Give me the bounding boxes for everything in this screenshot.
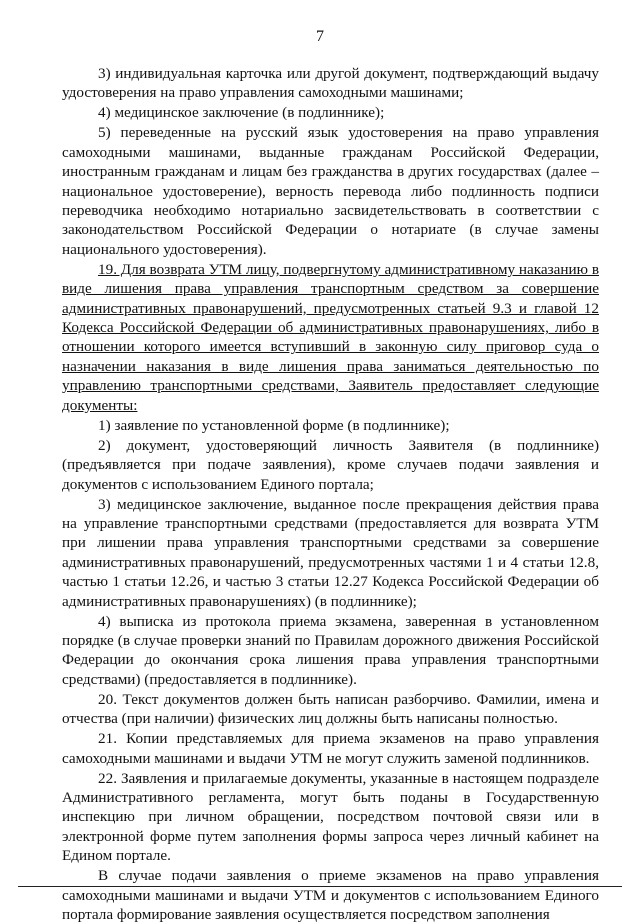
paragraph-19-item-1: 1) заявление по установленной форме (в подлиннике); [98, 416, 450, 434]
paragraph-19-item-3: 3) медицинское заключение, выданное после прекращения действия права на управление транспортными средствами (предоставляется для возврата УТМ при лишении права управления транспортными средствами за совершение административных правонарушений, предусмотренных частями 1 и 4 статьи 12.8, частью 1 статьи 12.26, и частью 3 статьи 12.27 Кодекса Российской Федерации об административных правонарушениях) (в подлиннике); [62, 495, 599, 610]
paragraph-20: 20. Текст документов должен быть написан разборчиво. Фамилии, имена и отчества (при наличии) физических лиц должны быть написаны полностью. [62, 690, 599, 728]
paragraph-19-item-2: 2) документ, удостоверяющий личность Заявителя (в подлиннике) (предъявляется при подаче заявления), кроме случаев подачи заявления и документов с использованием Единого портала; [62, 436, 599, 493]
paragraph-19-item-4: 4) выписка из протокола приема экзамена, заверенная в установленном порядке (в случае проверки знаний по Правилам дорожного движения Российской Федерации до окончания срока лишения права управления транспортными средствами) (предоставляется в подлиннике). [62, 612, 599, 688]
paragraph-22: 22. Заявления и прилагаемые документы, указанные в настоящем подразделе Административного регламента, могут быть поданы в Государственную инспекцию при личном обращении, посредством почтовой связи или в электронной форме путем заполнения формы запроса через личный кабинет на Едином портале. [62, 769, 599, 865]
paragraph-21: 21. Копии представляемых для приема экзаменов на право управления самоходными машинами и выдачи УТМ не могут служить заменой подлинников. [62, 730, 599, 767]
paragraph-22-continuation: В случае подачи заявления о приеме экзаменов на право управления самоходными машинами и выдачи УТМ и документов с использованием Единого портала формирование заявления осуществляется посредством заполнения [62, 867, 599, 923]
page-number: 7 [316, 28, 324, 45]
paragraph-19-heading: 19. Для возврата УТМ лицу, подвергнутому административному наказанию в виде лишения права управления транспортным средством за совершение административных правонарушений, предусмотренных статьей 9.3 и главой 12 Кодекса Российской Федерации об административных правонарушениях, либо в отношении которого имеется вступивший в законную силу приговор суда о назначении наказания в виде лишения права заниматься деятельностью по управлению транспортными средствами, Заявитель предоставляет следующие документы: [62, 260, 599, 414]
paragraph-item-4: 4) медицинское заключение (в подлиннике); [98, 104, 385, 122]
footer-divider [18, 886, 622, 887]
paragraph-item-5: 5) переведенные на русский язык удостоверения на право управления самоходными машинами, выданные гражданам Российской Федерации, иностранным гражданам и лицам без гражданства в других государствах (далее – национальное удостоверение), верность перевода либо подлинность подписи переводчика необходимо нотариально засвидетельствовать в соответствии с законодательством Российской Федерации о нотариате (в случае замены национального удостоверения). [62, 124, 599, 258]
paragraph-item-3: 3) индивидуальная карточка или другой документ, подтверждающий выдачу удостоверения на право управления самоходными машинами; [62, 65, 599, 102]
page-body [62, 64, 599, 924]
